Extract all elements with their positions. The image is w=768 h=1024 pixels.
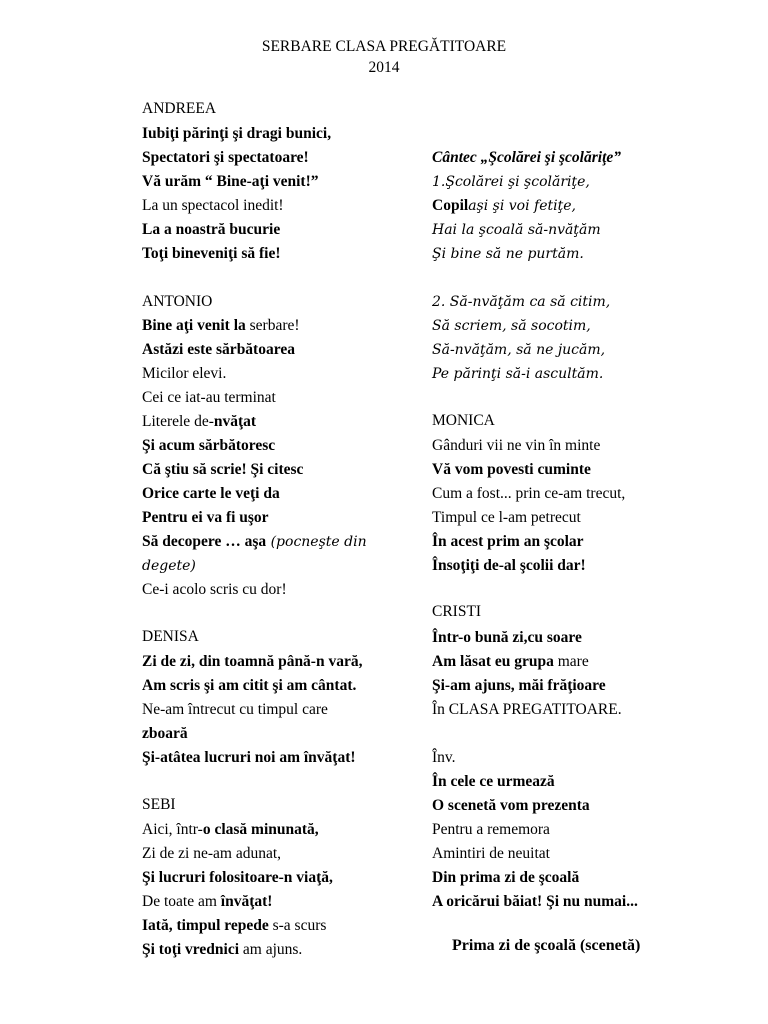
verse-line bbox=[142, 316, 300, 336]
verse-line: Şi-am ajuns, măi frăţioare bbox=[432, 677, 606, 694]
verse-fragment: De toate am bbox=[142, 893, 221, 910]
verse-line: În cele ce urmează bbox=[432, 773, 555, 790]
verse-line: La un spectacol inedit! bbox=[142, 197, 284, 214]
verse-line: Micilor elevi. bbox=[142, 365, 227, 382]
document-title: SERBARE CLASA PREGĂTITOARE bbox=[261, 38, 507, 55]
verse-line: Iubiţi părinţi şi dragi bunici, bbox=[142, 125, 332, 142]
verse-line: Însoţiţi de-al şcolii dar! bbox=[432, 557, 586, 574]
verse-line: Vă vom povesti cuminte bbox=[432, 461, 591, 478]
verse-line: zboară bbox=[142, 725, 188, 742]
verse-line: Am scris şi am citit şi am cântat. bbox=[142, 677, 357, 694]
verse-line: Şi lucruri folositoare-n viaţă, bbox=[142, 869, 333, 886]
verse-line: Spectatori şi spectatoare! bbox=[142, 149, 309, 166]
verse-fragment: învăţat! bbox=[220, 893, 273, 910]
verse-fragment: Am lăsat eu grupa bbox=[432, 653, 554, 670]
song-line: Pe părinţi să-i ascultăm. bbox=[432, 366, 604, 382]
verse-fragment: mare bbox=[553, 653, 589, 670]
verse-line: Din prima zi de şcoală bbox=[432, 869, 580, 886]
song-fragment: aşi şi voi fetiţe, bbox=[468, 198, 576, 214]
verse-line: Gânduri vii ne vin în minte bbox=[432, 437, 601, 454]
song-fragment: Copil bbox=[432, 197, 469, 214]
song-line: Hai la şcoală să-nvăţăm bbox=[432, 222, 601, 238]
verse-fragment: Să decopere … aşa bbox=[142, 533, 267, 550]
verse-fragment: Şi toţi vrednici bbox=[142, 941, 240, 958]
stage-direction: degete) bbox=[142, 558, 196, 574]
song-line bbox=[432, 196, 576, 216]
verse-line: În CLASA PREGATITOARE. bbox=[432, 701, 622, 718]
verse-line: Timpul ce l-am petrecut bbox=[432, 509, 581, 526]
verse-line: Astăzi este sărbătoarea bbox=[142, 341, 295, 358]
verse-line bbox=[142, 916, 326, 936]
verse-line: A oricărui băiat! Şi nu numai... bbox=[432, 893, 638, 910]
speaker-sebi: SEBI bbox=[142, 796, 176, 813]
verse-line: Cei ce iat-au terminat bbox=[142, 389, 276, 406]
verse-line: Vă urăm “ Bine-aţi venit!” bbox=[142, 173, 319, 190]
speaker-denisa: DENISA bbox=[142, 628, 199, 645]
verse-line bbox=[142, 460, 303, 480]
verse-line bbox=[142, 412, 256, 432]
verse-line: Ce-i acolo scris cu dor! bbox=[142, 581, 287, 598]
verse-line bbox=[142, 820, 319, 840]
verse-fragment: serbare! bbox=[245, 317, 300, 334]
verse-line bbox=[432, 652, 589, 672]
verse-line: Ne-am întrecut cu timpul care bbox=[142, 701, 328, 718]
verse-line bbox=[142, 532, 367, 552]
verse-fragment: Aici, într- bbox=[142, 821, 203, 838]
verse-fragment: Că ştiu să scrie! bbox=[142, 461, 251, 478]
verse-line: În acest prim an şcolar bbox=[432, 533, 584, 550]
verse-line: Pentru ei va fi uşor bbox=[142, 509, 269, 526]
speaker-monica: MONICA bbox=[432, 412, 495, 429]
verse-fragment: Iată, timpul repede bbox=[142, 917, 269, 934]
verse-fragment: Bine aţi venit la bbox=[142, 317, 246, 334]
verse-line: Şi acum sărbătoresc bbox=[142, 437, 276, 454]
speaker-teacher: Înv. bbox=[432, 749, 456, 766]
song-line: Şi bine să ne purtăm. bbox=[432, 246, 584, 262]
song-line: 2. Să-nvăţăm ca să citim, bbox=[432, 294, 611, 310]
verse-line: Orice carte le veţi da bbox=[142, 485, 280, 502]
verse-line: Toţi bineveniţi să fie! bbox=[142, 245, 281, 262]
verse-fragment: Literele de- bbox=[142, 413, 214, 430]
verse-line bbox=[142, 940, 302, 960]
verse-fragment: am ajuns. bbox=[239, 941, 303, 958]
verse-fragment: s-a scurs bbox=[268, 917, 327, 934]
song-line: Să scriem, să socotim, bbox=[432, 318, 591, 334]
verse-line: Amintiri de neuitat bbox=[432, 845, 550, 862]
verse-line: Zi de zi ne-am adunat, bbox=[142, 845, 282, 862]
verse-line: O scenetă vom prezenta bbox=[432, 797, 590, 814]
speaker-cristi: CRISTI bbox=[432, 603, 482, 620]
song-line: Să-nvăţăm, să ne jucăm, bbox=[432, 342, 606, 358]
speaker-antonio: ANTONIO bbox=[142, 293, 213, 310]
song-title: Cântec „Şcolărei şi şcolăriţe” bbox=[432, 149, 622, 166]
verse-fragment: Şi citesc bbox=[250, 461, 304, 478]
speaker-andreea: ANDREEA bbox=[142, 100, 217, 117]
verse-line bbox=[142, 892, 272, 912]
verse-line: Cum a fost... prin ce-am trecut, bbox=[432, 485, 626, 502]
stage-direction: (pocneşte din bbox=[266, 534, 367, 550]
song-line: 1.Şcolărei şi şcolăriţe, bbox=[432, 174, 590, 190]
verse-line: Pentru a rememora bbox=[432, 821, 550, 838]
verse-line: Zi de zi, din toamnă până-n vară, bbox=[142, 653, 363, 670]
verse-fragment: nvăţat bbox=[213, 413, 257, 430]
verse-line: Şi-atâtea lucruri noi am învăţat! bbox=[142, 749, 356, 766]
verse-line: La a noastră bucurie bbox=[142, 221, 281, 238]
verse-fragment: o clasă minunată, bbox=[202, 821, 319, 838]
verse-line: Într-o bună zi,cu soare bbox=[432, 629, 582, 646]
document-year: 2014 bbox=[368, 59, 400, 76]
scene-title: Prima zi de şcoală (scenetă) bbox=[452, 937, 641, 954]
